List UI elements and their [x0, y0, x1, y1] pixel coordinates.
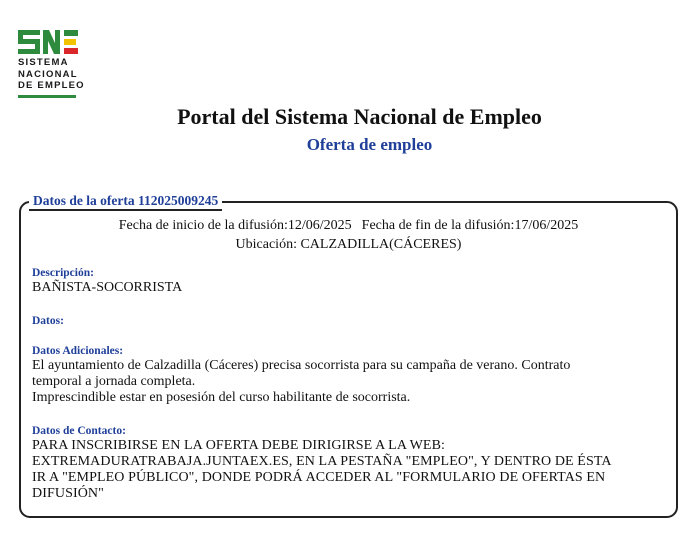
logo-line: NACIONAL	[18, 68, 78, 80]
offer-dates	[19, 216, 678, 254]
adicionales-section	[32, 345, 668, 406]
logo-underline	[18, 95, 76, 98]
adicionales-label: Datos Adicionales:	[32, 345, 124, 357]
descripcion-value: BAÑISTA-SOCORRISTA	[32, 280, 183, 295]
descripcion-label: Descripción:	[32, 267, 94, 279]
descripcion-section	[32, 267, 668, 296]
page-subtitle: Oferta de empleo	[306, 135, 433, 154]
fecha-inicio: Fecha de inicio de la difusión:12/06/2025	[118, 218, 352, 233]
contacto-line: EXTREMADURATRABAJA.JUNTAEX.ES, EN LA PESTAÑA "EMPLEO", Y DENTRO DE ÉSTA	[32, 454, 612, 469]
adicionales-line: El ayuntamiento de Calzadilla (Cáceres) precisa socorrista para su campaña de verano. Contrato	[32, 358, 571, 373]
contacto-line: PARA INSCRIBIRSE EN LA OFERTA DEBE DIRIGIRSE A LA WEB:	[32, 438, 445, 453]
adicionales-line: Imprescindible estar en posesión del curso habilitante de socorrista.	[32, 390, 411, 405]
contacto-section	[32, 425, 668, 502]
logo-line: SISTEMA	[18, 57, 69, 68]
contacto-label: Datos de Contacto:	[32, 425, 126, 437]
adicionales-line: temporal a jornada completa.	[32, 374, 196, 389]
contacto-line: IR A "EMPLEO PÚBLICO", DONDE PODRÁ ACCEDER AL "FORMULARIO DE OFERTAS EN	[32, 470, 606, 485]
offer-legend: Datos de la oferta 112025009245	[29, 192, 222, 211]
page-title: Portal del Sistema Nacional de Empleo	[177, 104, 542, 129]
logo-line: DE EMPLEO	[18, 80, 85, 91]
ubicacion: Ubicación: CALZADILLA(CÁCERES)	[235, 237, 462, 252]
fecha-fin: Fecha de fin de la difusión:17/06/2025	[361, 218, 579, 233]
sne-logo-icon	[18, 30, 78, 54]
contacto-line: DIFUSIÓN"	[32, 486, 104, 501]
sne-logo	[18, 30, 85, 98]
datos-label: Datos:	[32, 315, 64, 327]
logo-text	[18, 57, 85, 92]
datos-section	[32, 315, 668, 328]
